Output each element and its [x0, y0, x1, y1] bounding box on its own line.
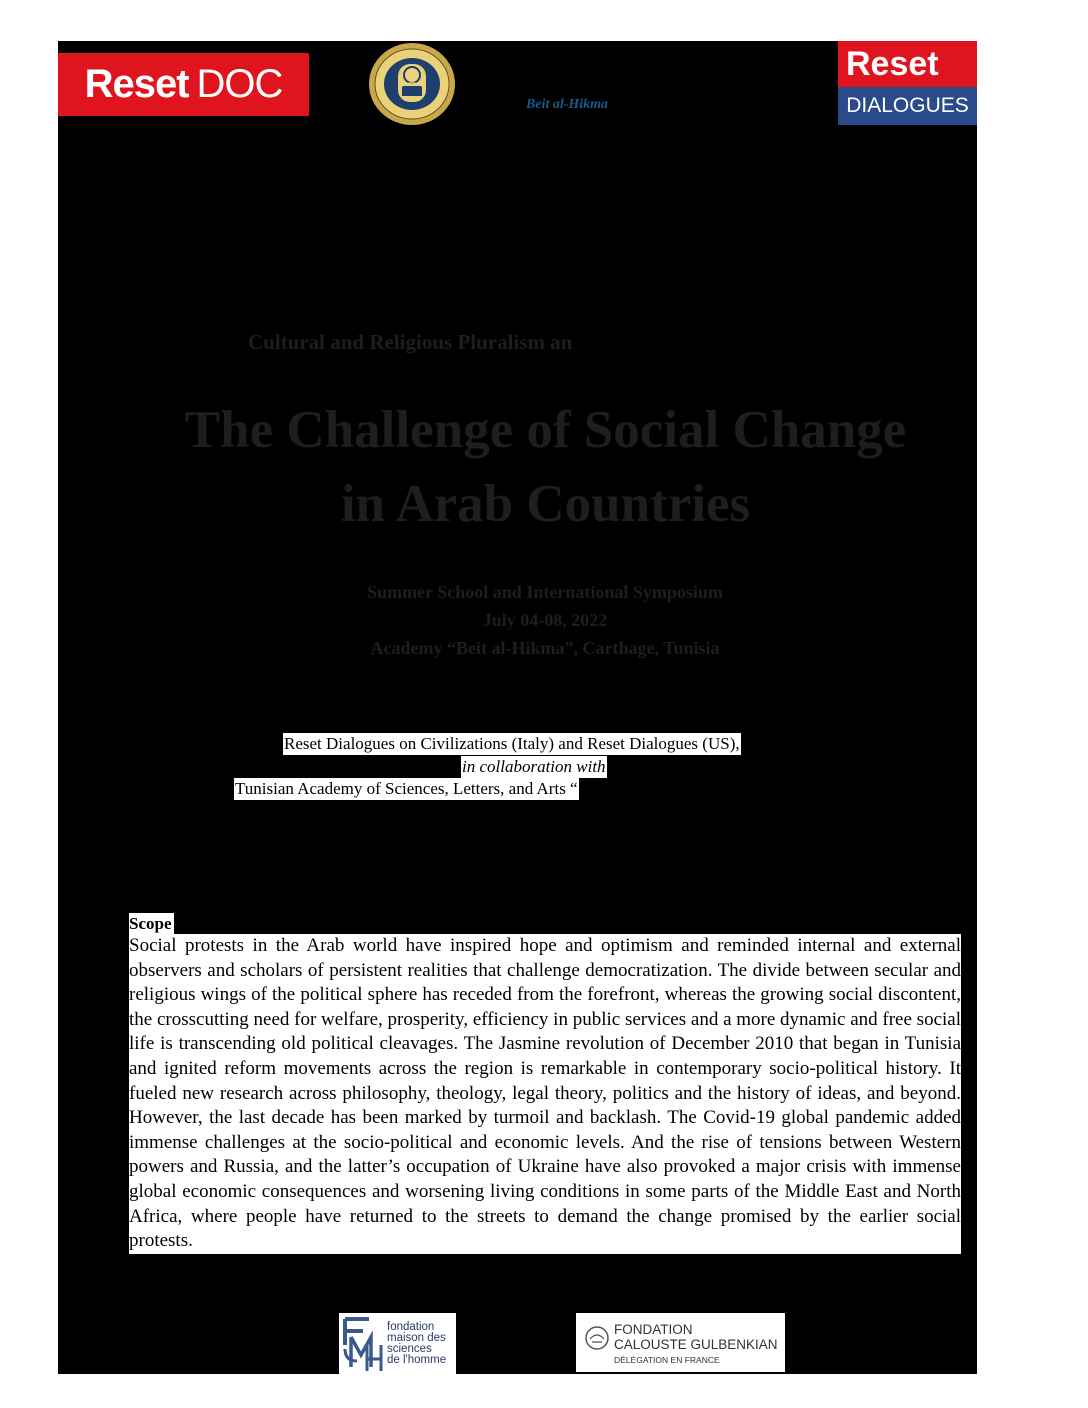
beit-al-hikma-caption: Beit al-Hikma	[526, 97, 609, 112]
scope-body-text: Social protests in the Arab world have inspired hope and optimism and reminded internal and external observers and scholars of persistent realities that challenge democratization. The divide between secular and religious wings of the political sphere has receded from the forefront, whereas the growing social discontent, the crosscutting need for welfare, prosperity, efficiency in public services and a more dynamic and free social life is transcending old political cleavages. The Jasmine revolution of December 2010 that began in Tunisia and ignited reform movements across the region is remarkable in contemporary socio-political history. It fueled new research across philosophy, theology, legal theory, politics and the history of ideas, and beyond. However, the last decade has been marked by turmoil and backlash. The Covid-19 global pandemic added immense challenges at the socio-political and economic levels. And the rise of tensions between Western powers and Russia, and the latter’s occupation of Ukraine have also provoked a major crisis with immense global economic consequences and worsening living conditions in some parts of the Middle East and North Africa, where people have returned to the streets to demand the change	[129, 935, 961, 1227]
gulbenkian-emblem-icon	[584, 1325, 610, 1351]
gulbenkian-line-1: FONDATION	[614, 1322, 693, 1337]
fmsh-text-line: sciences	[387, 1342, 432, 1355]
reset-dialogues-logo-bottom: DIALOGUES	[838, 87, 977, 125]
scope-paragraph	[129, 934, 961, 1254]
resetdoc-logo-doc: DOC	[196, 62, 283, 106]
event-type: Summer School and International Symposium	[367, 582, 723, 602]
scope-heading: Scope	[129, 914, 172, 933]
fmsh-monogram-icon	[339, 1315, 385, 1373]
fmsh-text	[387, 1322, 446, 1366]
organizers-line-2: in collaboration with	[462, 757, 606, 776]
gulbenkian-logo	[576, 1313, 785, 1372]
event-location: Academy “Beit al-Hikma”, Carthage, Tunisia	[370, 638, 720, 658]
resetdoc-logo-reset: Reset	[84, 62, 189, 106]
organizers-line-1: Reset Dialogues on Civilizations (Italy) and Reset Dialogues (US),	[284, 734, 740, 753]
gulbenkian-line-3: DÉLÉGATION EN FRANCE	[614, 1355, 720, 1365]
scope-body-last-line: promised by the earlier social protests.	[129, 1205, 962, 1252]
beit-al-hikma-seal-icon	[368, 42, 456, 126]
fmsh-text-line: fondation	[387, 1320, 435, 1333]
gulbenkian-line-2: CALOUSTE GULBENKIAN	[614, 1337, 778, 1352]
page-title-line-2: in Arab Countries	[340, 475, 751, 533]
fmsh-logo	[339, 1313, 456, 1374]
fmsh-text-line: maison des	[387, 1331, 446, 1344]
event-dates: July 04-08, 2022	[482, 610, 608, 630]
fmsh-text-line: de l'homme	[387, 1353, 447, 1366]
organizers-line-3: Tunisian Academy of Sciences, Letters, and Arts “	[235, 779, 578, 798]
page-title-line-1: The Challenge of Social Change	[184, 401, 907, 459]
resetdoc-logo	[58, 53, 309, 116]
pre-title: Cultural and Religious Pluralism an	[248, 330, 573, 354]
reset-dialogues-logo-top: Reset	[838, 41, 977, 87]
reset-dialogues-logo	[838, 41, 977, 125]
